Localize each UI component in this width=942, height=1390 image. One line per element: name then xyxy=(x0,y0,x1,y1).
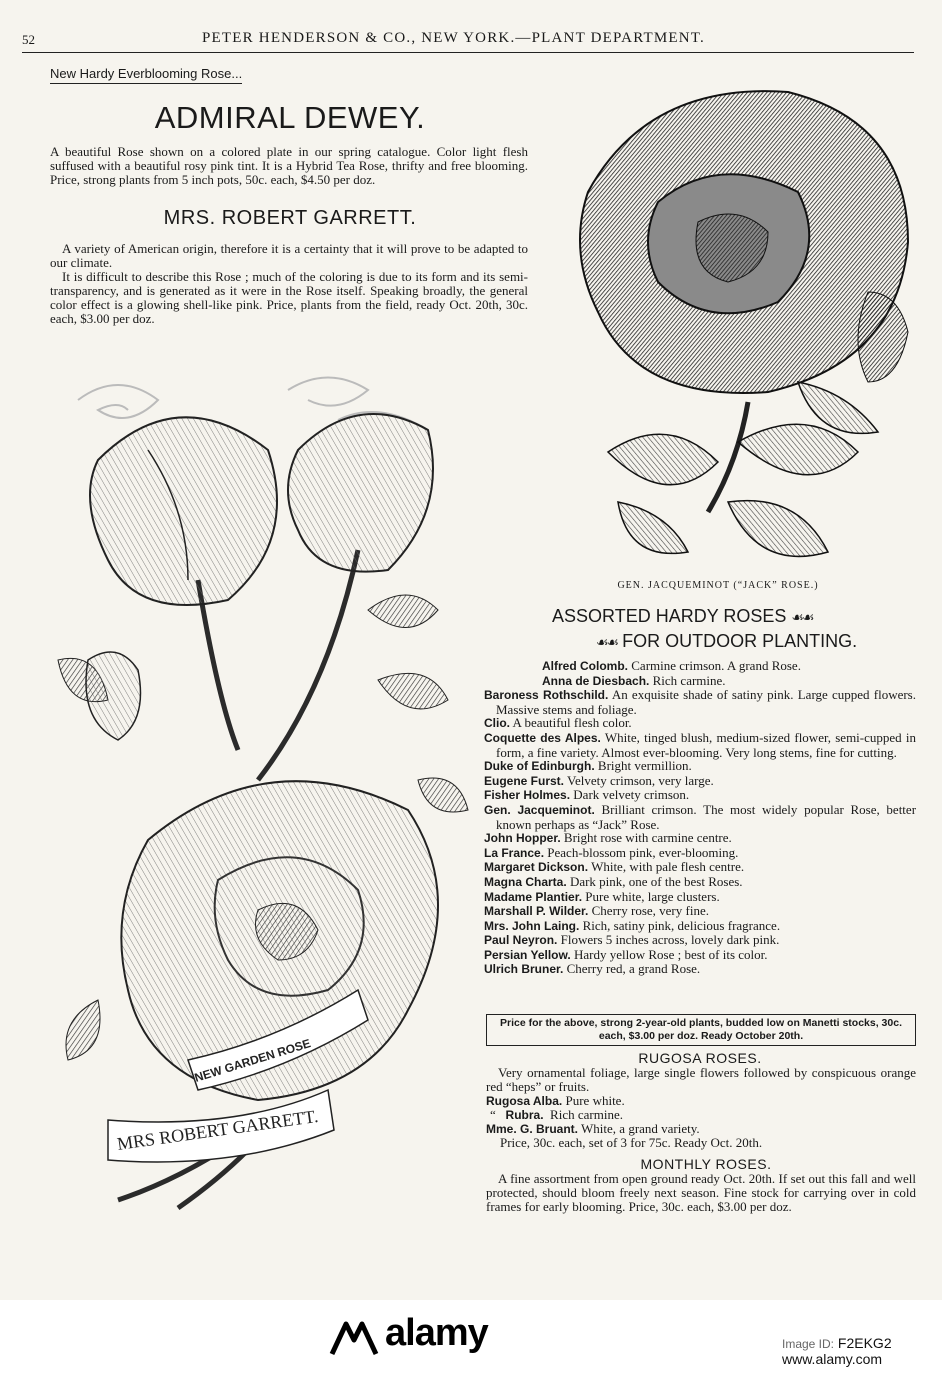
rose-variety-list xyxy=(484,659,916,977)
banner-lower-text: MRS ROBERT GARRETT. xyxy=(115,1105,320,1154)
assorted-price-note: Price for the above, strong 2-year-old plants, budded low on Manetti stocks, 30c. each, $3.00 per doz. Ready October 20th. xyxy=(486,1014,916,1046)
monthly-roses-description: A fine assortment from open ground ready Oct. 20th. If set out this fall and well protected, should bloom freely next season. Fine stock for carrying over in cold frames for early blooming. Price, 30c. each, $3.00 per doz. xyxy=(486,1171,916,1214)
assorted-title-line2: FOR OUTDOOR PLANTING. xyxy=(622,631,858,651)
small-bud xyxy=(86,652,141,740)
alamy-logo-icon xyxy=(328,1318,380,1358)
jack-side-bud xyxy=(858,292,908,382)
list-item: Madame Plantier. Pure white, large clusters. xyxy=(484,888,720,904)
list-item: Coquette des Alpes. White, tinged blush, medium-sized flower, semi-cupped in form, a fine variety. Almost ever-blooming. Very long stems, fine for cutting. xyxy=(484,729,917,760)
section-kicker: New Hardy Everblooming Rose... xyxy=(50,66,242,84)
ornament-icon: ☙☙ xyxy=(791,609,813,625)
list-item: Gen. Jacqueminot. Brilliant crimson. The most widely popular Rose, better known perhaps as “Jack” Rose. xyxy=(484,801,917,832)
rugosa-price: Price, 30c. each, set of 3 for 75c. Ready Oct. 20th. xyxy=(500,1135,763,1150)
list-item: Fisher Holmes. Dark velvety crimson. xyxy=(484,787,690,803)
alamy-brand-text: alamy xyxy=(385,1312,488,1354)
list-item: Eugene Furst. Velvety crimson, very large. xyxy=(484,772,714,788)
list-item: Persian Yellow. Hardy yellow Rose ; best of its color. xyxy=(484,946,768,962)
image-id-label: Image ID: xyxy=(782,1337,835,1351)
rugosa-roses-section xyxy=(486,1066,916,1150)
banner-upper-text: NEW GARDEN ROSE xyxy=(192,1036,313,1085)
list-item: Duke of Edinburgh. Bright vermillion. xyxy=(484,758,692,774)
garrett-paragraph-1: A variety of American origin, therefore it is a certainty that it will prove to be adapted to our climate. xyxy=(50,241,528,270)
rugosa-roses-title: RUGOSA ROSES. xyxy=(638,1050,762,1066)
garrett-paragraph-2: It is difficult to describe this Rose ; much of the coloring is due to its form and its semi-transparency, and is generated as it were in the Rose itself. Speaking broadly, the general color effect is a glowing shell-like pink. Price, plants from the field, ready Oct. 20th, 30c. each, $3.00 per doz. xyxy=(50,269,528,326)
mrs-robert-garrett-title: MRS. ROBERT GARRETT. xyxy=(163,207,417,229)
running-head-title: PETER HENDERSON & CO., NEW YORK.—PLANT DEPARTMENT. xyxy=(202,30,706,46)
assorted-title-line1: ASSORTED HARDY ROSES xyxy=(552,606,787,626)
garrett-rose-engraving xyxy=(38,360,538,1212)
list-item: Clio. A beautiful flesh color. xyxy=(484,715,632,731)
admiral-dewey-description: A beautiful Rose shown on a colored plate in our spring catalogue. Color light flesh suffused with a beautiful rosy pink tint. It is a Hybrid Tea Rose, thrifty and free blooming. Price, strong plants from 5 inch pots, 50c. each, $4.50 per doz. xyxy=(50,144,528,187)
banner-mrs-robert-garrett xyxy=(108,1090,334,1162)
assorted-hardy-roses-title xyxy=(552,604,922,654)
rose-bud-left xyxy=(90,417,277,605)
list-item: Mrs. John Laing. Rich, satiny pink, delicious fragrance. xyxy=(484,917,781,933)
list-item: Marshall P. Wilder. Cherry rose, very fine. xyxy=(484,903,709,919)
list-item: John Hopper. Bright rose with carmine centre. xyxy=(484,830,732,846)
image-id-block xyxy=(782,1335,892,1367)
ornament-icon: ☙☙ xyxy=(596,634,618,650)
jacqueminot-caption: GEN. JACQUEMINOT (“JACK” ROSE.) xyxy=(617,580,819,591)
rose-bud-right xyxy=(288,414,433,572)
jack-stem xyxy=(708,402,748,512)
monthly-roses-title: MONTHLY ROSES. xyxy=(640,1156,772,1172)
list-item: Magna Charta. Dark pink, one of the best Roses. xyxy=(484,873,743,889)
rugosa-intro: Very ornamental foliage, large single flowers followed by conspicuous orange red “heps” or fruits. xyxy=(486,1065,916,1094)
list-item: La France. Peach-blossom pink, ever-blooming. xyxy=(484,844,739,860)
list-item: Ulrich Bruner. Cherry red, a grand Rose. xyxy=(484,961,701,977)
list-item: Alfred Colomb. Carmine crimson. A grand Rose. xyxy=(542,658,801,673)
mrs-robert-garrett-description xyxy=(50,242,528,326)
jacqueminot-rose-engraving xyxy=(548,82,928,576)
page-number: 52 xyxy=(22,32,35,47)
list-item: Baroness Rothschild. An exquisite shade of satiny pink. Large cupped flowers. Massive stems and foliage. xyxy=(484,687,916,717)
running-header xyxy=(22,26,914,53)
image-id-value: F2EKG2 xyxy=(837,1335,892,1351)
list-item: Margaret Dickson. White, with pale flesh centre. xyxy=(484,859,745,875)
jack-leaves xyxy=(608,382,878,556)
admiral-dewey-title: ADMIRAL DEWEY. xyxy=(154,100,426,135)
rugosa-bruant-line: Mme. G. Bruant. White, a grand variety. xyxy=(486,1121,700,1136)
list-item: Anna de Diesbach. Rich carmine. xyxy=(542,672,726,688)
rugosa-rubra-line: “ Rubra. Rich carmine. xyxy=(490,1107,623,1122)
rugosa-alba-line: Rugosa Alba. Pure white. xyxy=(486,1093,625,1108)
watermark-url: www.alamy.com xyxy=(782,1351,883,1367)
list-item: Paul Neyron. Flowers 5 inches across, lovely dark pink. xyxy=(484,932,780,948)
